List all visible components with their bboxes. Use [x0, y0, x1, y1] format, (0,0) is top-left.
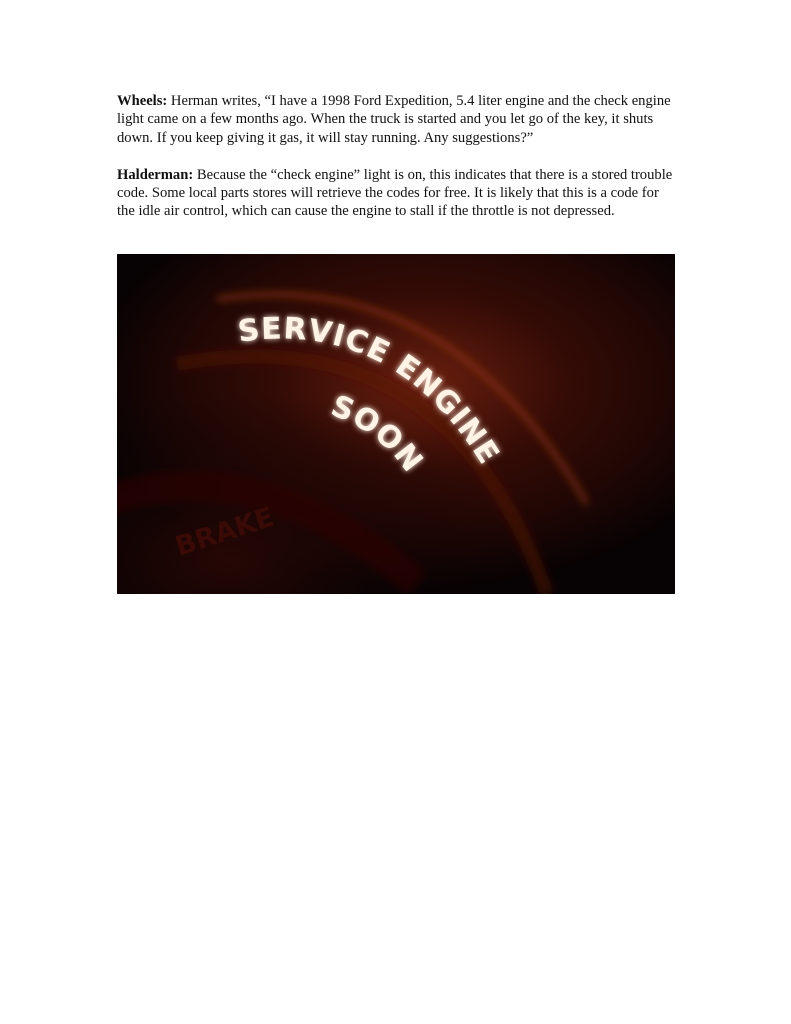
question-speaker: Wheels:	[117, 93, 168, 109]
question-paragraph	[117, 92, 677, 147]
article-text	[117, 92, 677, 240]
answer-text: Because the “check engine” light is on, this indicates that there is a stored trouble code. Some local parts stores will retrieve the codes for free. It is likely that this is a code for the idle air control, which can cause the engine to stall if the throttle is not depressed.	[117, 166, 673, 220]
warning-line-2-path: SOON	[326, 388, 430, 480]
dashboard-illustration	[117, 254, 675, 594]
question-text: Herman writes, “I have a 1998 Ford Expedition, 5.4 liter engine and the check engine light came on a few months ago. When the truck is started and you let go of the key, it shuts down. If you keep giving it gas, it will stay running. Any suggestions?”	[117, 93, 671, 146]
brake-gauge-label: BRAKE	[171, 501, 278, 563]
answer-speaker: Halderman:	[117, 166, 194, 183]
dashboard-photo	[117, 254, 675, 594]
warning-line-1-path: SERVICE ENGINE	[235, 311, 507, 471]
answer-paragraph	[117, 166, 677, 221]
